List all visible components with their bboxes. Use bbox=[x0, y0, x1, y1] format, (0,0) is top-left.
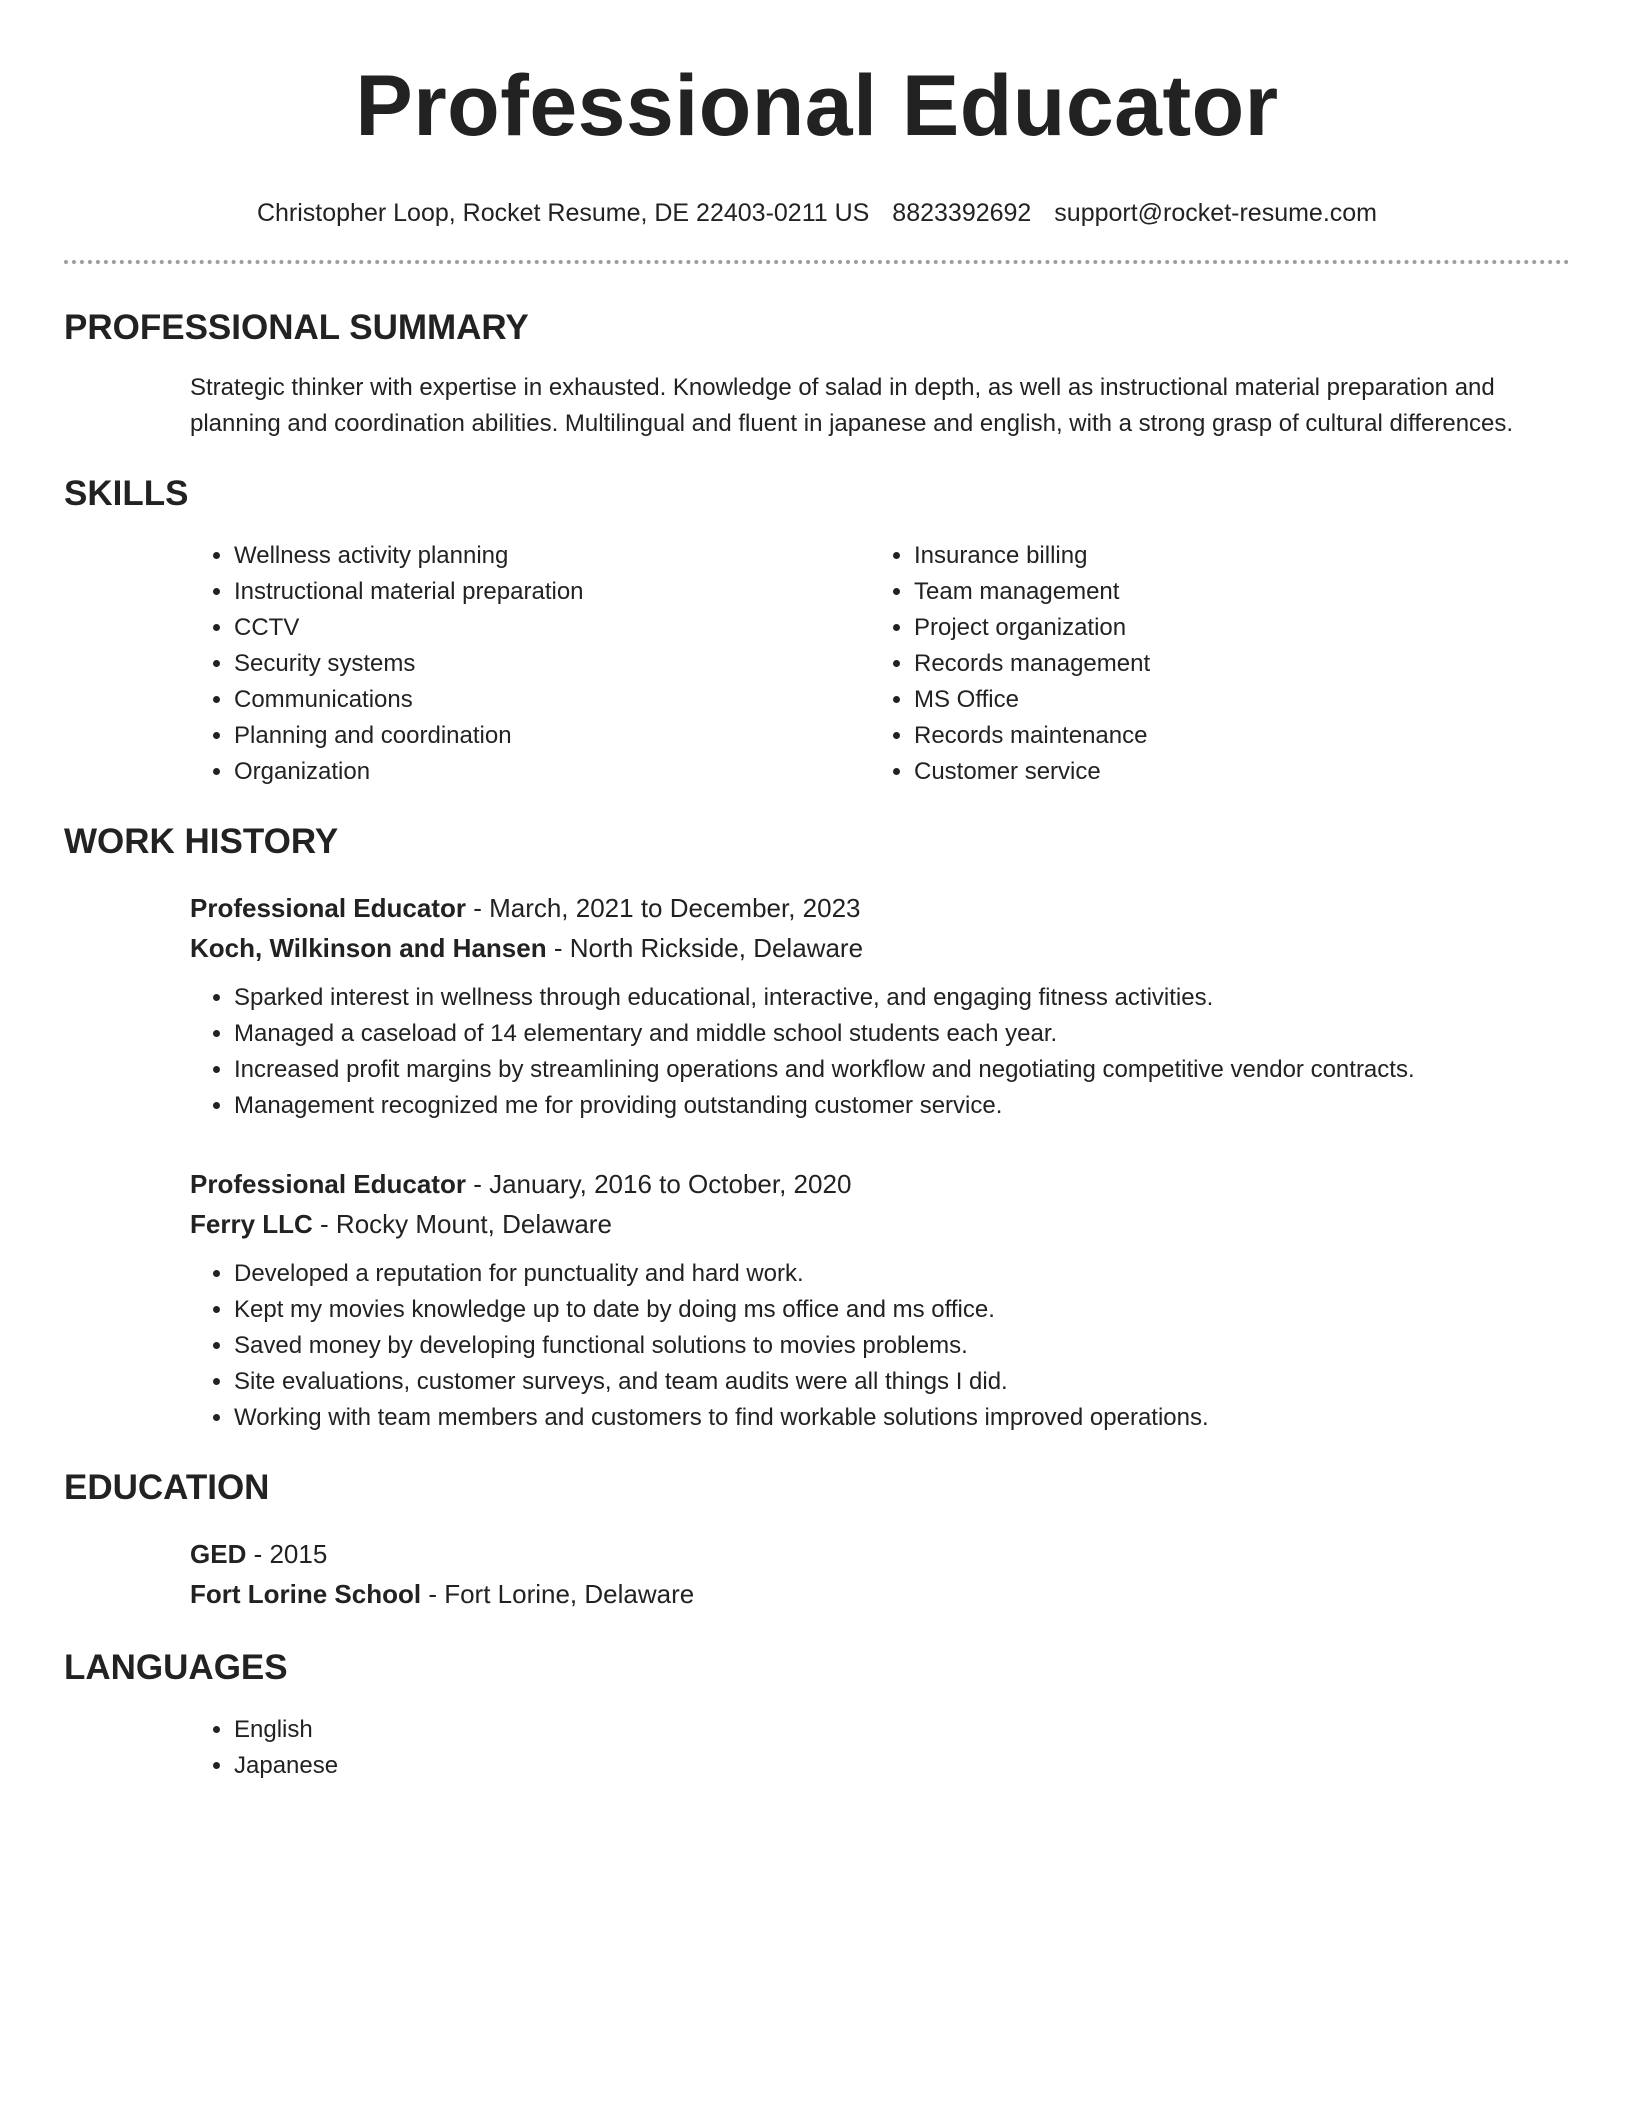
skills-section bbox=[64, 472, 1570, 790]
skill-item: • Planning and coordination bbox=[234, 718, 870, 754]
resume-title: Professional Educator bbox=[355, 58, 1279, 154]
job-entry bbox=[190, 1164, 1570, 1436]
skill-item: • Insurance billing bbox=[914, 538, 1550, 574]
summary-heading: PROFESSIONAL SUMMARY bbox=[64, 308, 529, 347]
job-company-line bbox=[190, 928, 1570, 968]
job-bullet: • Saved money by developing functional solutions to movies problems. bbox=[234, 1328, 1570, 1364]
skill-item: • Project organization bbox=[914, 610, 1550, 646]
skill-item: • Wellness activity planning bbox=[234, 538, 870, 574]
work-heading: WORK HISTORY bbox=[64, 822, 339, 861]
job-title: Professional Educator bbox=[190, 1169, 466, 1199]
contact-email: support@rocket-resume.com bbox=[1054, 199, 1378, 227]
education-location: - Fort Lorine, Delaware bbox=[421, 1579, 695, 1609]
job-company: Ferry LLC bbox=[190, 1209, 313, 1239]
job-location: - Rocky Mount, Delaware bbox=[312, 1209, 612, 1239]
job-bullets bbox=[190, 1256, 1570, 1436]
contact-line bbox=[64, 198, 1570, 228]
education-school: Fort Lorine School bbox=[190, 1579, 422, 1609]
summary-text: Strategic thinker with expertise in exhausted. Knowledge of salad in depth, as well as instructional material preparation and planning and coordination abilities. Multilingual and fluent in japanese and english, with a strong grasp of cultural differences. bbox=[190, 374, 1514, 437]
job-title: Professional Educator bbox=[190, 893, 466, 923]
education-entry bbox=[190, 1534, 1570, 1614]
education-degree: GED bbox=[190, 1539, 247, 1569]
job-bullet: • Site evaluations, customer surveys, and team audits were all things I did. bbox=[234, 1364, 1570, 1400]
skills-list-left bbox=[190, 538, 870, 790]
job-dates: - March, 2021 to December, 2023 bbox=[465, 893, 861, 923]
skill-item: • Team management bbox=[914, 574, 1550, 610]
job-bullet: • Management recognized me for providing outstanding customer service. bbox=[234, 1088, 1570, 1124]
skill-item: • MS Office bbox=[914, 682, 1550, 718]
languages-body bbox=[190, 1712, 1570, 1784]
skills-column-left bbox=[190, 538, 870, 790]
job-bullet: • Working with team members and customers to find workable solutions improved operations. bbox=[234, 1400, 1570, 1436]
skill-item: • CCTV bbox=[234, 610, 870, 646]
job-bullet: • Increased profit margins by streamlining operations and workflow and negotiating competitive vendor contracts. bbox=[234, 1052, 1570, 1088]
skills-list-right bbox=[870, 538, 1550, 790]
languages-section bbox=[64, 1646, 1570, 1784]
education-year: - 2015 bbox=[246, 1539, 328, 1569]
job-company-line bbox=[190, 1204, 1570, 1244]
header-divider bbox=[64, 260, 1570, 264]
skill-item: • Security systems bbox=[234, 646, 870, 682]
job-bullet: • Sparked interest in wellness through educational, interactive, and engaging fitness activities. bbox=[234, 980, 1570, 1016]
job-bullet: • Developed a reputation for punctuality and hard work. bbox=[234, 1256, 1570, 1292]
job-title-line bbox=[190, 888, 1570, 928]
summary-section bbox=[64, 306, 1570, 442]
skill-item: • Organization bbox=[234, 754, 870, 790]
languages-list bbox=[190, 1712, 1570, 1784]
job-dates: - January, 2016 to October, 2020 bbox=[465, 1169, 852, 1199]
skill-item: • Communications bbox=[234, 682, 870, 718]
job-entry bbox=[190, 888, 1570, 1124]
skills-column-right bbox=[870, 538, 1550, 790]
skill-item: • Customer service bbox=[914, 754, 1550, 790]
skills-grid bbox=[190, 538, 1570, 790]
job-company: Koch, Wilkinson and Hansen bbox=[190, 933, 547, 963]
contact-address: Christopher Loop, Rocket Resume, DE 22403-0211 US bbox=[256, 199, 870, 227]
education-heading: EDUCATION bbox=[64, 1468, 270, 1507]
education-school-line bbox=[190, 1574, 1570, 1614]
work-section bbox=[64, 820, 1570, 1436]
resume-page bbox=[64, 0, 1570, 2112]
language-item: • Japanese bbox=[234, 1748, 1570, 1784]
job-location: - North Rickside, Delaware bbox=[546, 933, 864, 963]
skill-item: • Records management bbox=[914, 646, 1550, 682]
job-title-line bbox=[190, 1164, 1570, 1204]
skill-item: • Records maintenance bbox=[914, 718, 1550, 754]
education-section bbox=[64, 1466, 1570, 1614]
job-bullets bbox=[190, 980, 1570, 1124]
skill-item: • Instructional material preparation bbox=[234, 574, 870, 610]
skills-heading: SKILLS bbox=[64, 474, 189, 513]
education-degree-line bbox=[190, 1534, 1570, 1574]
languages-heading: LANGUAGES bbox=[64, 1648, 288, 1687]
job-bullet: • Kept my movies knowledge up to date by doing ms office and ms office. bbox=[234, 1292, 1570, 1328]
resume-header bbox=[64, 0, 1570, 264]
language-item: • English bbox=[234, 1712, 1570, 1748]
job-bullet: • Managed a caseload of 14 elementary and middle school students each year. bbox=[234, 1016, 1570, 1052]
contact-phone: 8823392692 bbox=[892, 199, 1032, 227]
